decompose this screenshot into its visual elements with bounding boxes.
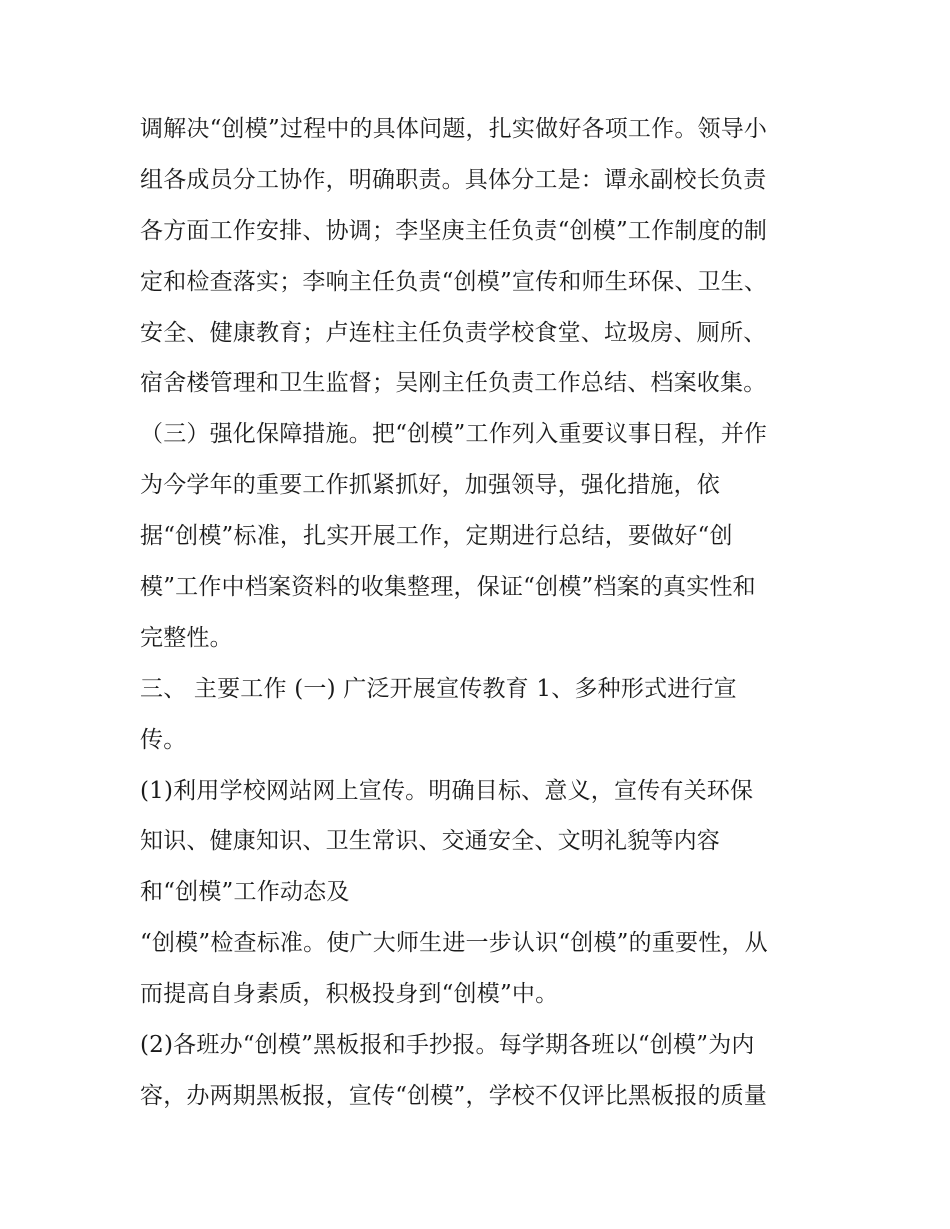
text-line: 宿舍楼管理和卫生监督；吴刚主任负责工作总结、档案收集。 [140, 370, 767, 397]
list-item-line: (1)利用学校网站网上宣传。明确目标、意义，宣传有关环保 [140, 777, 754, 804]
list-item-line: (2)各班办“创模”黑板报和手抄报。每学期各班以“创模”为内 [140, 1032, 755, 1059]
text-line: 调解决“创模”过程中的具体问题，扎实做好各项工作。领导小 [140, 116, 768, 142]
text-line: 而提高自身素质，积极投身到“创模”中。 [140, 981, 559, 1008]
text-line: 模”工作中档案资料的收集整理，保证“创模”档案的真实性和 [140, 574, 756, 601]
text-line: 容，办两期黑板报，宣传“创模”，学校不仅评比黑板报的质量 [140, 1082, 768, 1109]
text-line: 为今学年的重要工作抓紧抓好，加强领导，强化措施，依 [140, 472, 720, 499]
text-line: “创模”检查标准。使广大师生进一步认识“创模”的重要性，从 [140, 930, 768, 957]
text-line: 完整性。 [140, 624, 233, 651]
text-line: 据“创模”标准，扎实开展工作，定期进行总结，要做好“创 [140, 523, 733, 550]
text-line: 安全、健康教育；卢连柱主任负责学校食堂、垃圾房、厕所、 [140, 319, 767, 346]
text-line: （三）强化保障措施。把“创模”工作列入重要议事日程，并作 [140, 421, 768, 448]
text-line: 定和检查落实；李响主任负责“创模”宣传和师生环保、卫生、 [140, 268, 768, 295]
text-line: 传。 [140, 726, 187, 753]
text-line: 知识、健康知识、卫生常识、交通安全、文明礼貌等内容 [140, 828, 720, 855]
text-line: 组各成员分工协作，明确职责。具体分工是：谭永副校长负责 [140, 166, 767, 193]
document-body [140, 104, 830, 1122]
text-line: 各方面工作安排、协调；李坚庚主任负责“创模”工作制度的制 [140, 217, 768, 244]
section-heading-line: 三、 主要工作 (一) 广泛开展宣传教育 1、多种形式进行宣 [140, 675, 737, 702]
text-line: 和“创模”工作动态及 [140, 879, 350, 906]
